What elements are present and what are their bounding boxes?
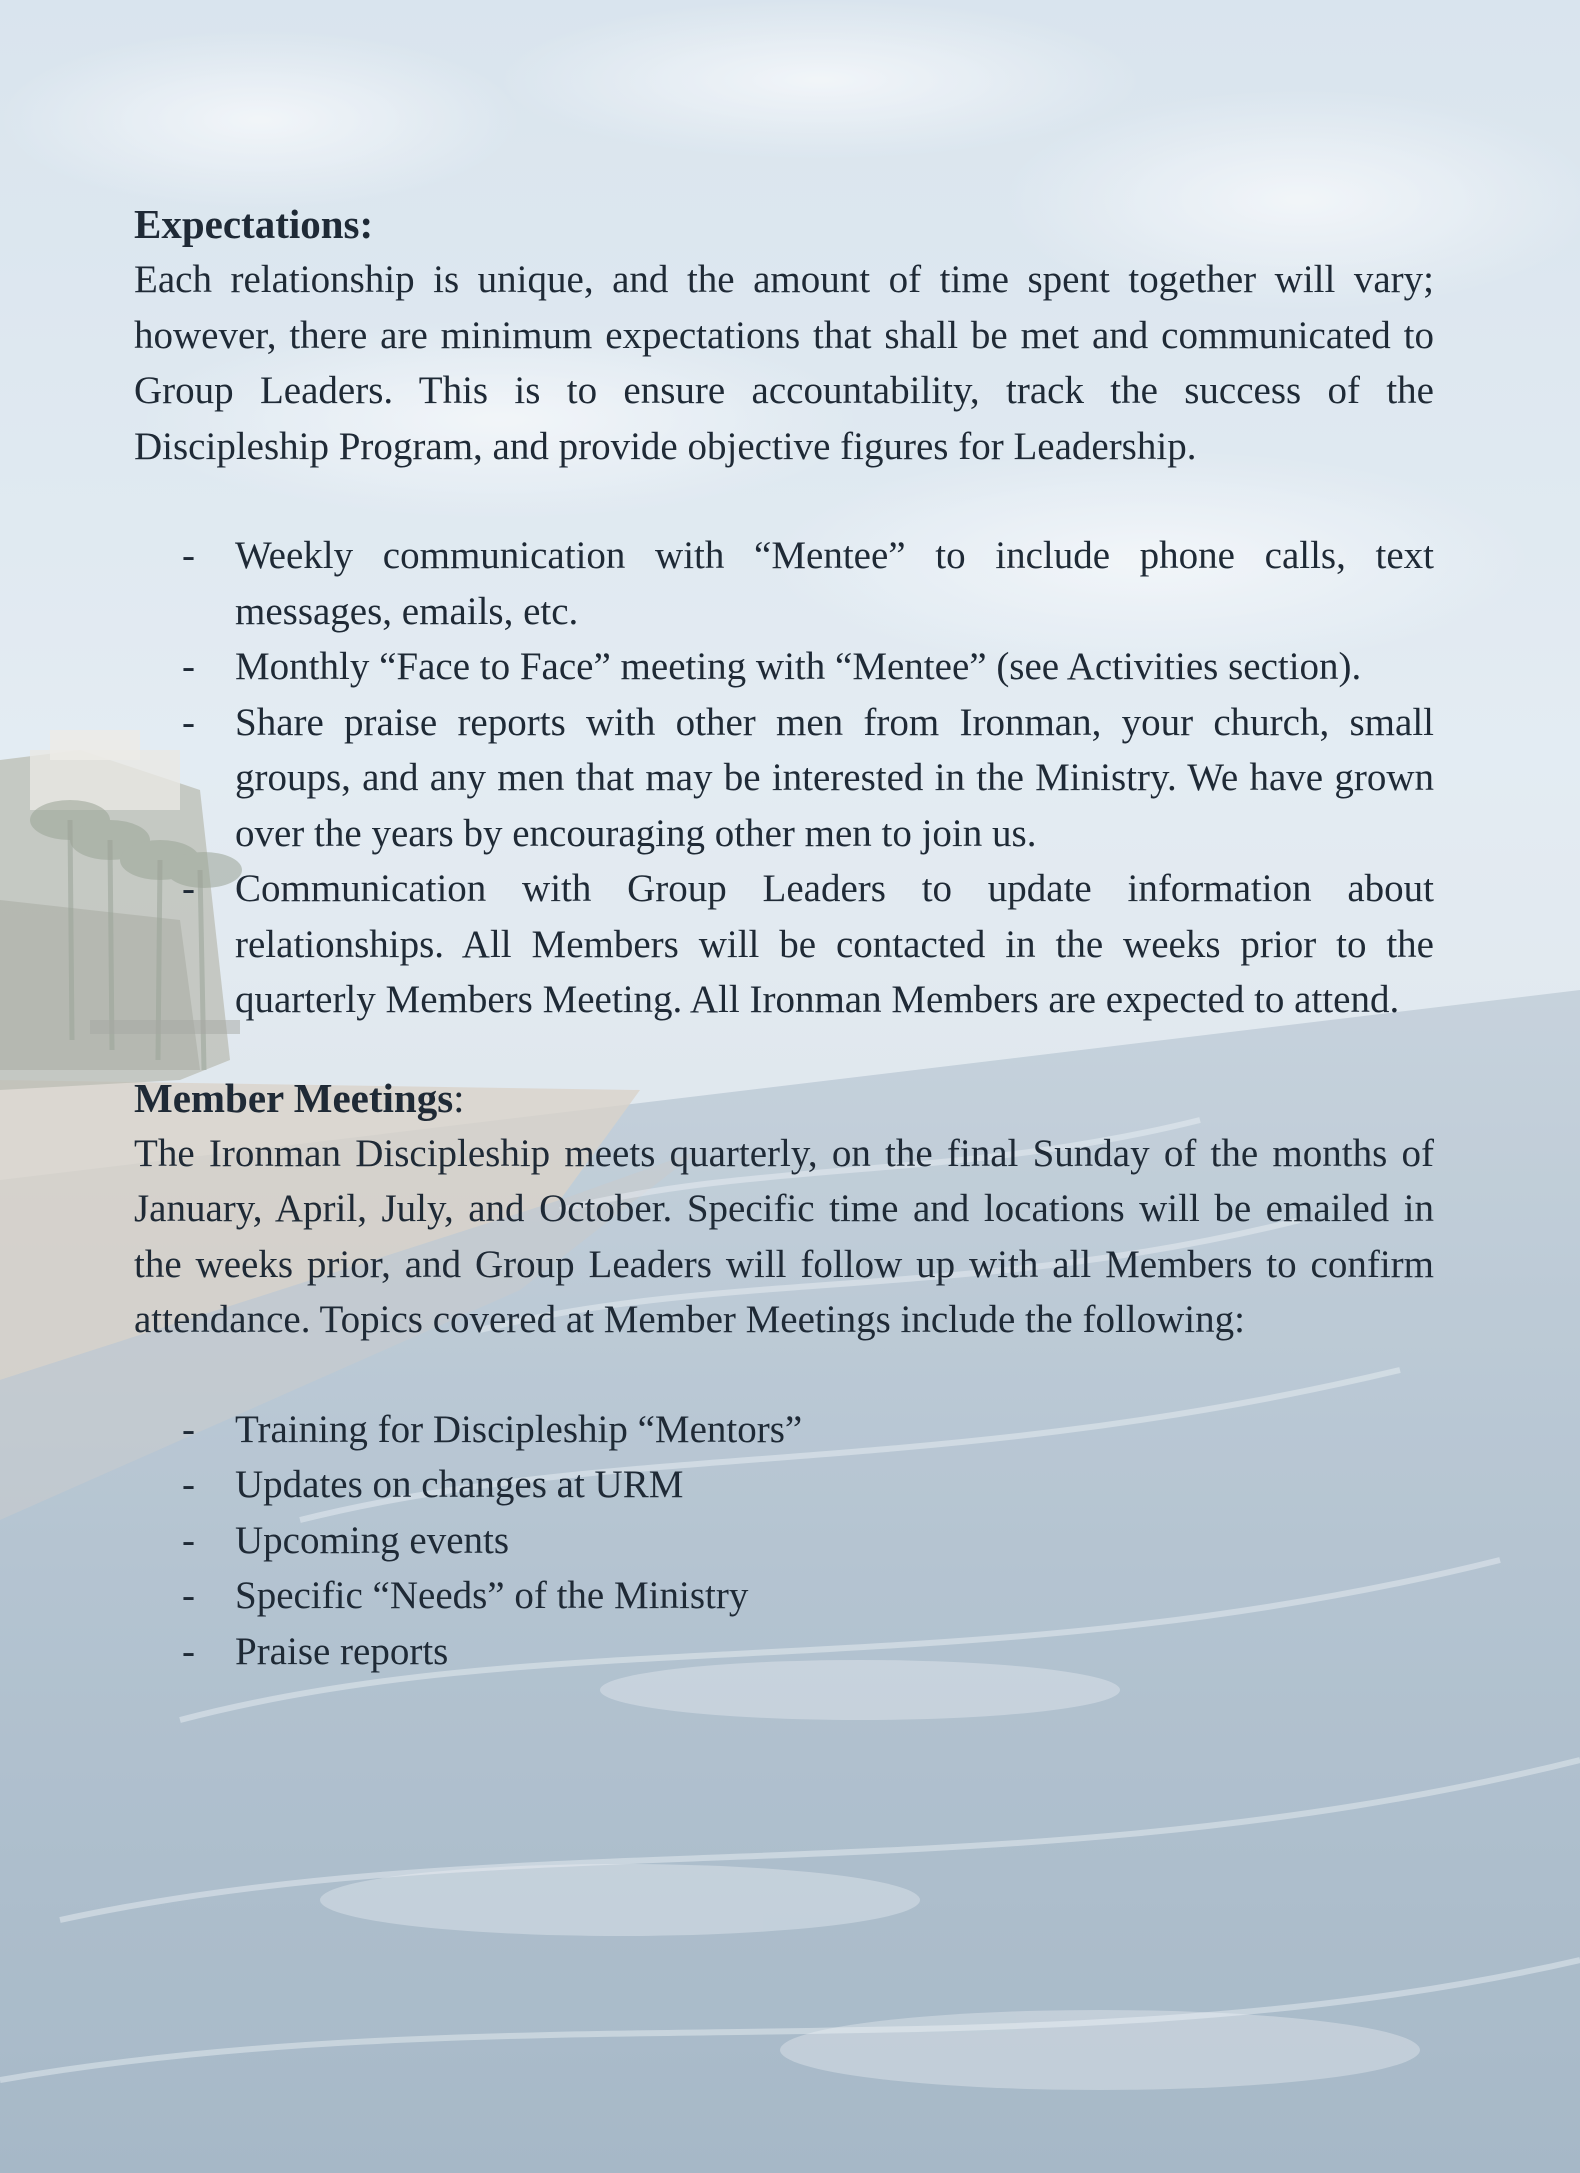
- section-spacer: [134, 1028, 1434, 1070]
- bullet-dash: -: [182, 867, 195, 910]
- list-item-text: Updates on changes at URM: [235, 1463, 684, 1506]
- bullet-dash: -: [182, 534, 195, 577]
- member-meetings-list: [134, 1402, 1434, 1680]
- member-meetings-heading: [134, 1070, 1434, 1126]
- expectations-list: [134, 528, 1434, 1028]
- member-meetings-heading-text: Member Meetings: [134, 1074, 454, 1121]
- bullet-dash: -: [182, 1518, 195, 1562]
- list-item: [134, 528, 1434, 639]
- bullet-dash: -: [182, 1407, 195, 1451]
- member-meetings-paragraph: The Ironman Discipleship meets quarterly, on the final Sunday of the months of January, April, July, and October. Specific time and locations will be emailed in the weeks prior, and Group Leaders will follow up with all Members to confirm attendance. Topics covered at Member Meetings include the following:: [134, 1131, 1434, 1341]
- list-item-text: Monthly “Face to Face” meeting with “Mentee” (see Activities section).: [235, 645, 1362, 688]
- list-item-text: Upcoming events: [235, 1518, 510, 1562]
- bullet-dash: -: [182, 1463, 195, 1506]
- list-item-text: Praise reports: [235, 1629, 449, 1673]
- list-item: [134, 861, 1434, 1028]
- bullet-dash: -: [182, 645, 195, 688]
- list-item: [134, 639, 1434, 695]
- bullet-dash: -: [182, 1629, 195, 1673]
- list-item: [134, 1402, 1434, 1458]
- expectations-heading: [134, 196, 1434, 252]
- expectations-paragraph: Each relationship is unique, and the amount of time spent together will vary; however, there are minimum expectations that shall be met and communicated to Group Leaders. This is to ensure accountability, track the success of the Discipleship Program, and provide objective figures for Leadership.: [134, 258, 1434, 468]
- bullet-dash: -: [182, 700, 195, 744]
- list-item: [134, 1513, 1434, 1569]
- bullet-dash: -: [182, 1574, 195, 1617]
- expectations-heading-text: Expectations:: [134, 201, 374, 247]
- list-item-text: Communication with Group Leaders to update information about relationships. All Members will be contacted in the weeks prior to the quarterly Members Meeting. All Ironman Members are expected to attend.: [235, 867, 1434, 1021]
- member-meetings-heading-colon: :: [453, 1074, 465, 1121]
- list-item: [134, 695, 1434, 862]
- list-item-text: Weekly communication with “Mentee” to include phone calls, text messages, emails, etc.: [235, 534, 1434, 633]
- list-item: [134, 1568, 1434, 1624]
- list-item-text: Specific “Needs” of the Ministry: [235, 1574, 749, 1617]
- list-item: [134, 1457, 1434, 1513]
- list-item-text: Share praise reports with other men from Ironman, your church, small groups, and any men that may be interested in the Ministry. We have grown over the years by encouraging other men to join us.: [235, 700, 1434, 855]
- list-item: [134, 1624, 1434, 1680]
- document-page: [134, 196, 1434, 1679]
- list-item-text: Training for Discipleship “Mentors”: [235, 1407, 803, 1451]
